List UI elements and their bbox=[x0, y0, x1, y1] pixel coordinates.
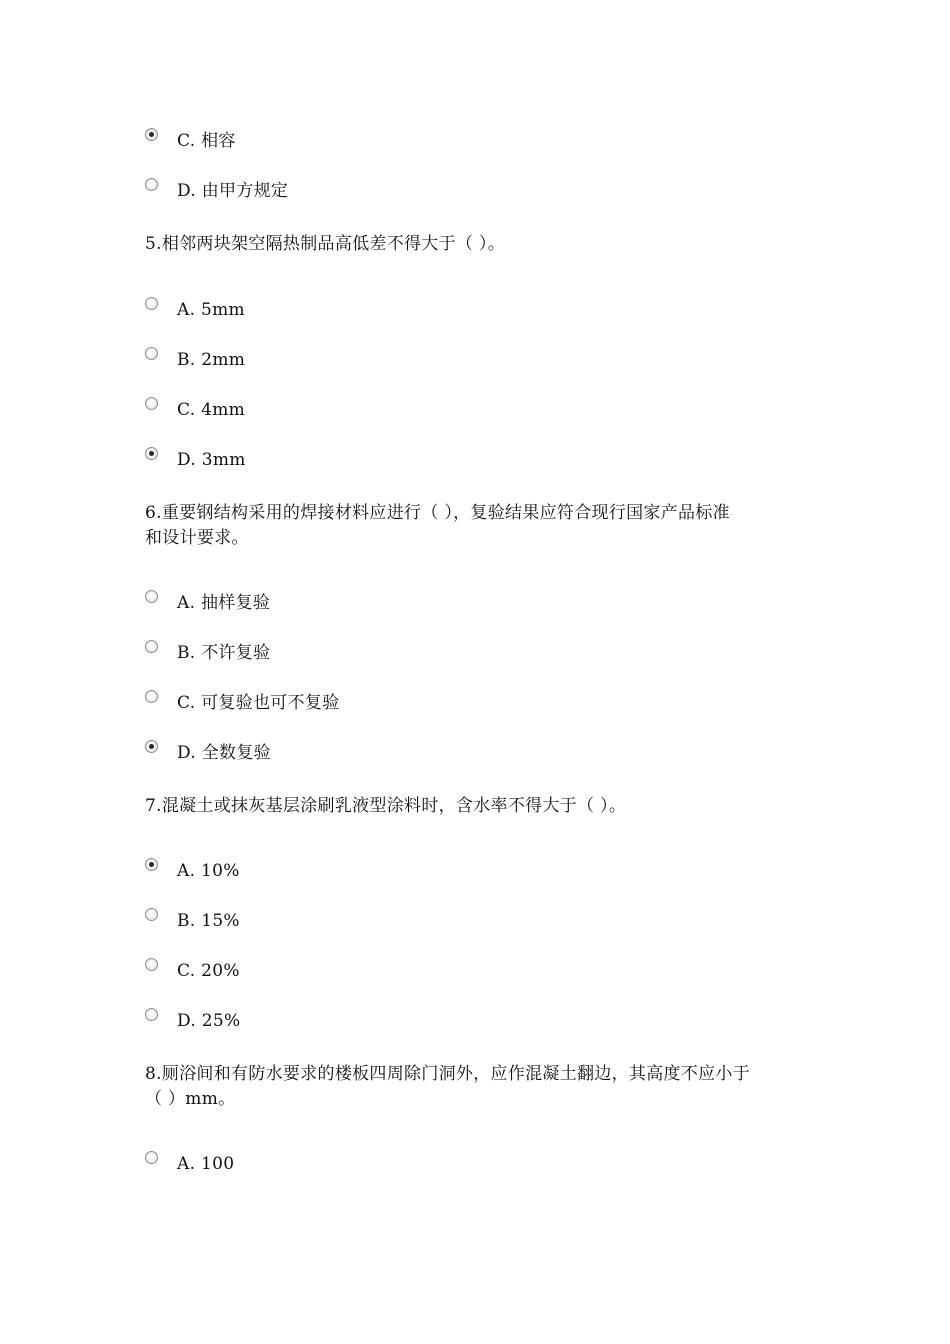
option-q6-d[interactable] bbox=[145, 740, 545, 766]
question-8-line-1: 8.厕浴间和有防水要求的楼板四周除门洞外，应作混凝土翻边，其高度不应小于 bbox=[145, 1064, 751, 1084]
radio-button-icon[interactable] bbox=[145, 740, 158, 753]
question-7-text: 7.混凝土或抹灰基层涂刷乳液型涂料时，含水率不得大于（ ）。 bbox=[145, 796, 627, 816]
option-q5-c[interactable] bbox=[145, 397, 545, 423]
radio-button-icon[interactable] bbox=[145, 297, 158, 310]
radio-button-icon[interactable] bbox=[145, 858, 158, 871]
option-label: A. 5mm bbox=[177, 300, 245, 320]
radio-button-icon[interactable] bbox=[145, 397, 158, 410]
radio-button-icon[interactable] bbox=[145, 347, 158, 360]
radio-button-icon[interactable] bbox=[145, 690, 158, 703]
radio-button-icon[interactable] bbox=[145, 958, 158, 971]
radio-button-icon[interactable] bbox=[145, 178, 158, 191]
option-label: A. 抽样复验 bbox=[177, 593, 271, 613]
radio-button-icon[interactable] bbox=[145, 128, 158, 141]
option-q6-a[interactable] bbox=[145, 590, 545, 616]
question-8-text bbox=[145, 1062, 815, 1112]
option-q6-b[interactable] bbox=[145, 640, 545, 666]
option-label: D. 全数复验 bbox=[177, 743, 271, 763]
option-q4-c[interactable] bbox=[145, 128, 545, 154]
question-6-line-1: 6.重要钢结构采用的焊接材料应进行（ ），复验结果应符合现行国家产品标准 bbox=[145, 503, 730, 523]
option-label: C. 可复验也可不复验 bbox=[177, 693, 340, 713]
question-6-line-2: 和设计要求。 bbox=[145, 528, 249, 548]
option-q6-c[interactable] bbox=[145, 690, 545, 716]
option-q4-d[interactable] bbox=[145, 178, 545, 204]
radio-button-icon[interactable] bbox=[145, 590, 158, 603]
option-label: D. 25% bbox=[177, 1011, 241, 1031]
option-label: D. 3mm bbox=[177, 450, 246, 470]
question-8-line-2: （ ）mm。 bbox=[145, 1089, 236, 1109]
option-q7-b[interactable] bbox=[145, 908, 545, 934]
option-label: B. 不许复验 bbox=[177, 643, 271, 663]
radio-button-icon[interactable] bbox=[145, 447, 158, 460]
option-label: A. 100 bbox=[177, 1154, 235, 1174]
option-q7-a[interactable] bbox=[145, 858, 545, 884]
option-q5-b[interactable] bbox=[145, 347, 545, 373]
radio-button-icon[interactable] bbox=[145, 640, 158, 653]
option-q8-a[interactable] bbox=[145, 1151, 545, 1177]
option-q7-d[interactable] bbox=[145, 1008, 545, 1034]
question-5-text: 5.相邻两块架空隔热制品高低差不得大于（ ）。 bbox=[145, 234, 506, 254]
option-label: B. 2mm bbox=[177, 350, 246, 370]
option-label: D. 由甲方规定 bbox=[177, 181, 289, 201]
option-label: C. 20% bbox=[177, 961, 240, 981]
option-q5-a[interactable] bbox=[145, 297, 545, 323]
option-label: B. 15% bbox=[177, 911, 240, 931]
option-label: C. 4mm bbox=[177, 400, 246, 420]
option-q7-c[interactable] bbox=[145, 958, 545, 984]
option-q5-d[interactable] bbox=[145, 447, 545, 473]
radio-button-icon[interactable] bbox=[145, 1008, 158, 1021]
option-label: C. 相容 bbox=[177, 131, 236, 151]
question-6-text bbox=[145, 501, 815, 551]
radio-button-icon[interactable] bbox=[145, 908, 158, 921]
option-label: A. 10% bbox=[177, 861, 240, 881]
radio-button-icon[interactable] bbox=[145, 1151, 158, 1164]
